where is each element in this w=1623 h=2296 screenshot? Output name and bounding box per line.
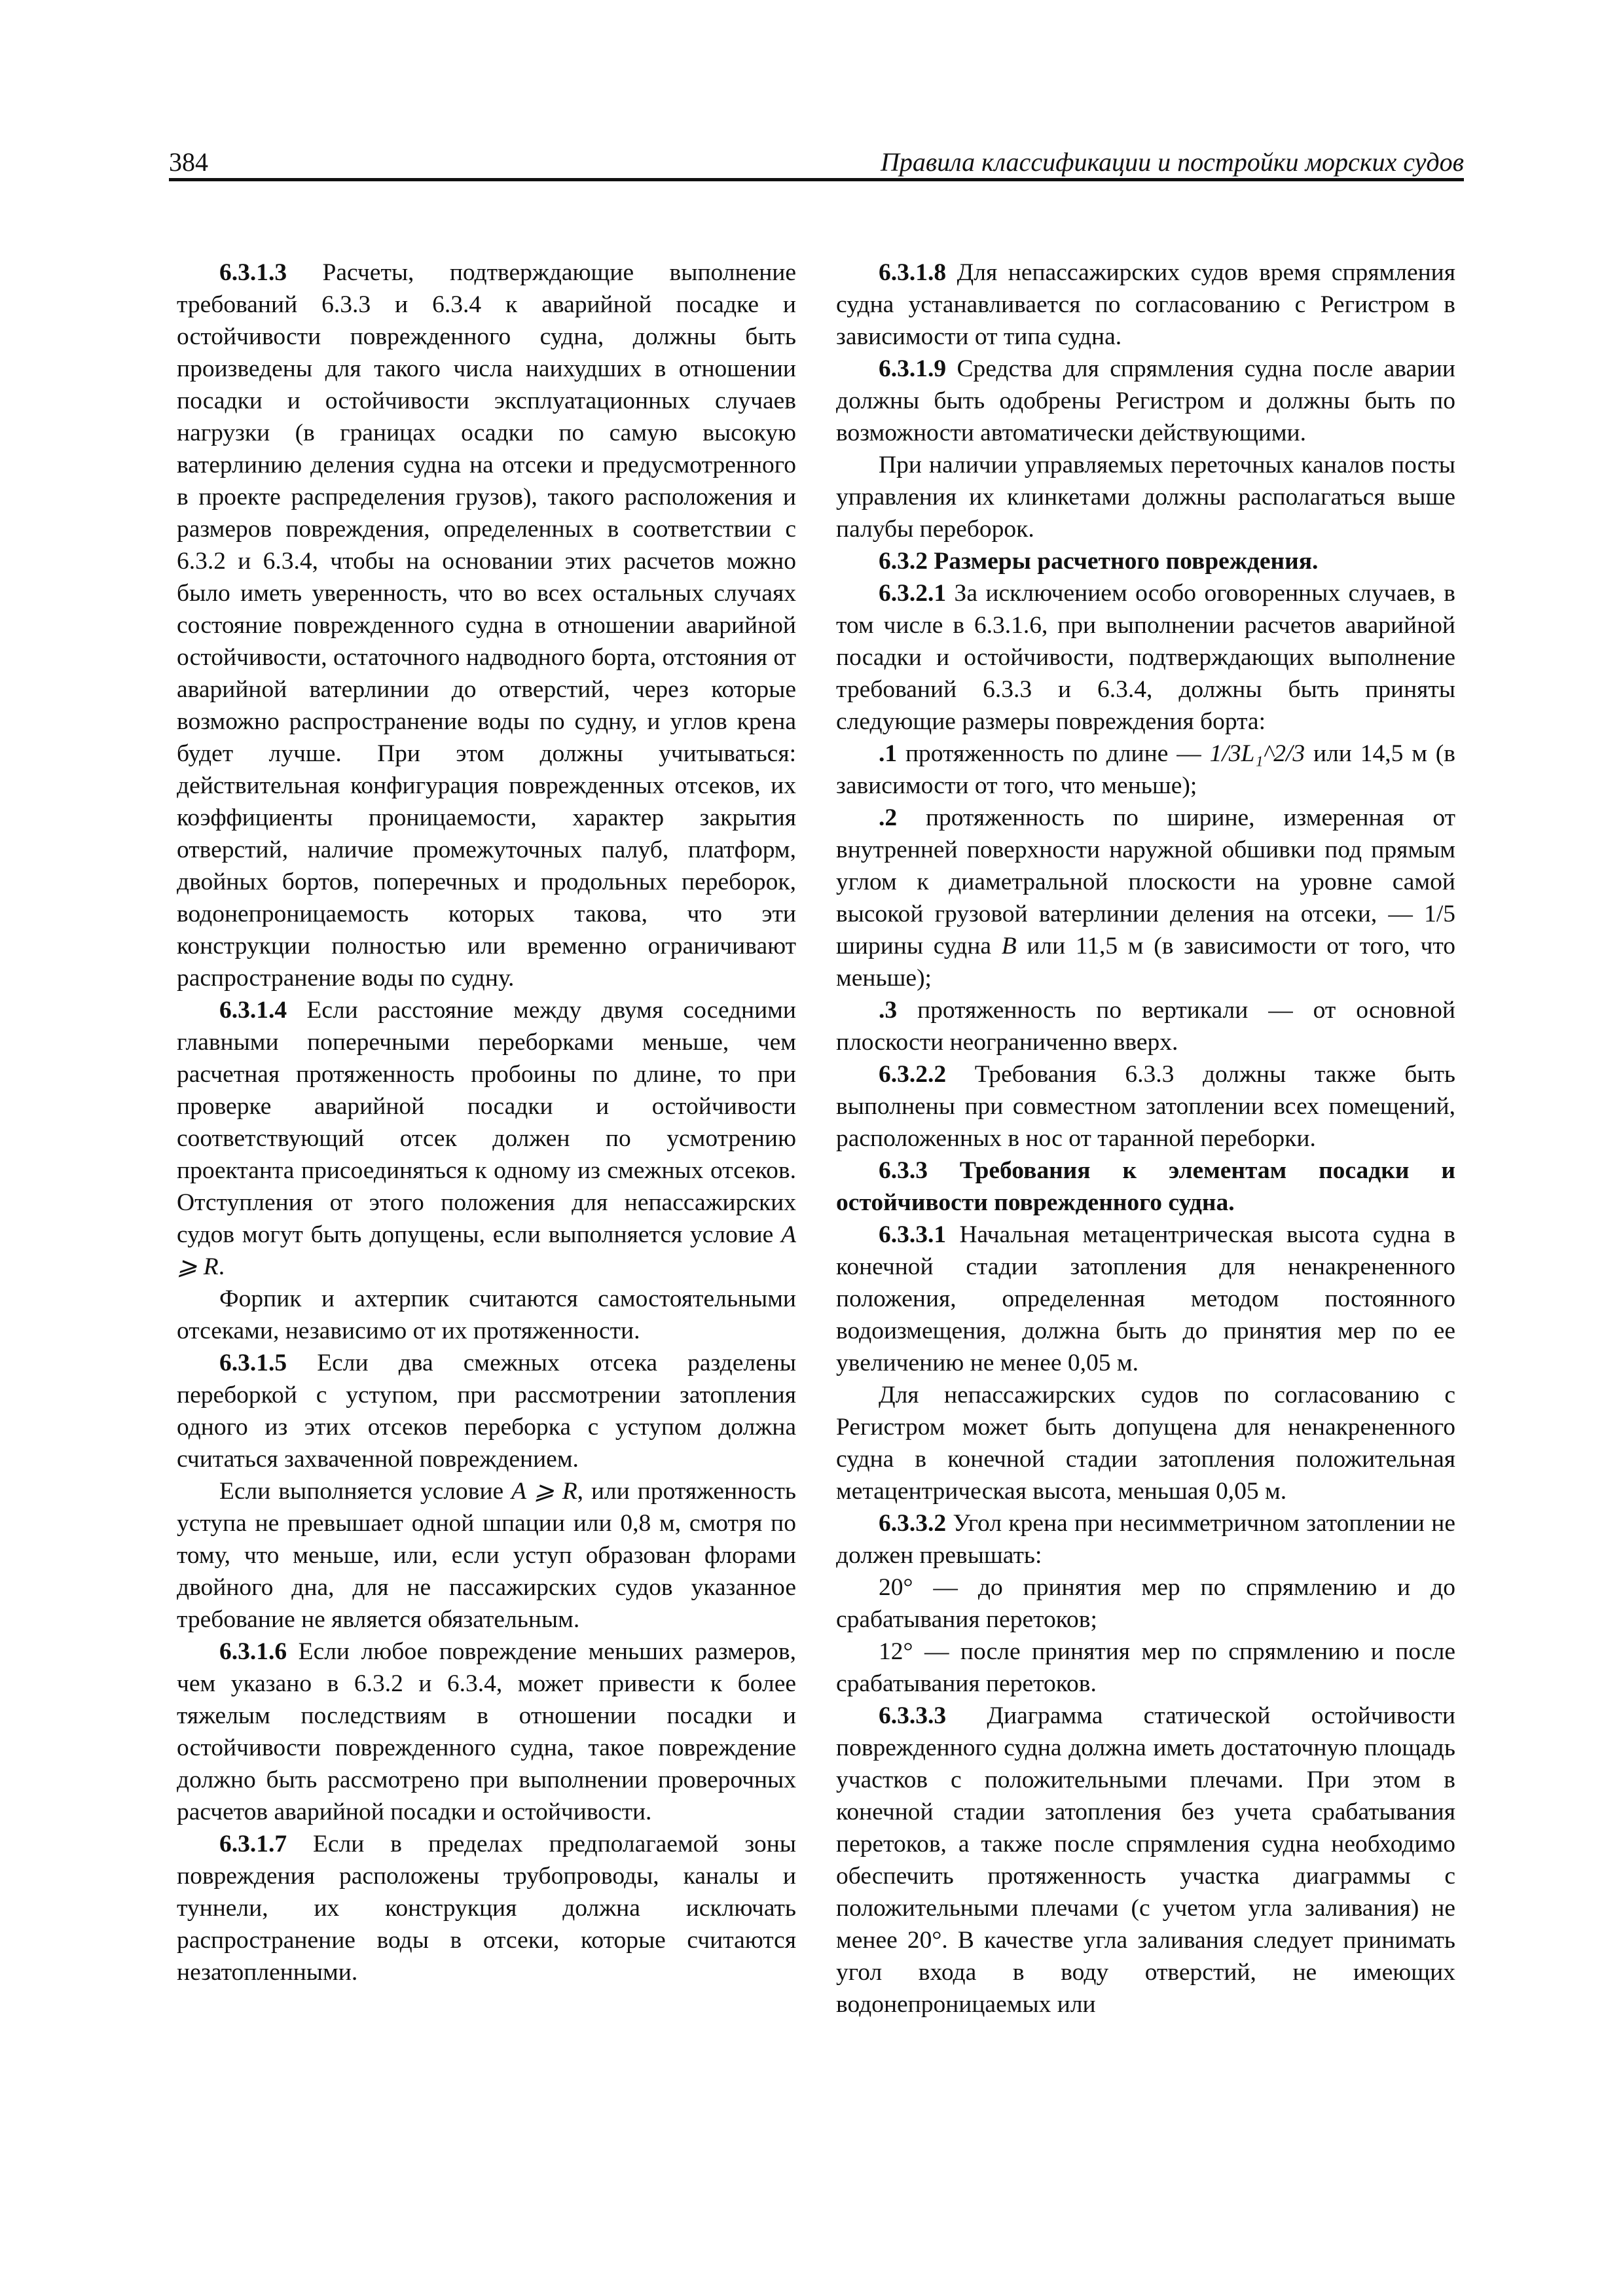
section-heading: 6.3.3 Требования к элементам посадки и остойчивости поврежденного судна. — [836, 1157, 1455, 1216]
paragraph: 6.3.2.1 За исключением особо оговоренных случаев, в том числе в 6.3.1.6, при выполнении расчетов аварийной посадки и остойчивости, подтверждающих выполнение требований 6.3.3 и 6.3.4, должны быть приняты следующие размеры повреждения борта: — [836, 580, 1455, 735]
list-item: .2 протяженность по ширине, измеренная от внутренней поверхности наружной обшивки под прямым углом к диаметральной плоскости на уровне самой высокой грузовой ватерлинии деления на отсеки, — 1/5 ширины судна B или 11,5 м (в зависимости от того, что меньше); — [836, 804, 1455, 992]
paragraph: 6.3.3.3 Диаграмма статической остойчивости поврежденного судна должна иметь достаточную площадь участков с положительными плечами. При этом в конечной стадии затопления без учета срабатывания перетоков, а также после спрямления судна необходимо обеспечить протяженность участка диаграммы с положительными плечами (с учетом угла заливания) не менее 20°. В качестве угла заливания следует принимать угол входа в воду отверстий, не имеющих водонепроницаемых или — [836, 1702, 1455, 2018]
paragraph: 6.3.1.8 Для непассажирских судов время спрямления судна устанавливается по согласованию с Регистром в зависимости от типа судна. — [836, 259, 1455, 350]
paragraph: При наличии управляемых переточных каналов посты управления их клинкетами должны располагаться выше палубы переборок. — [836, 452, 1455, 543]
paragraph: Для непассажирских судов по согласованию с Регистром может быть допущена для ненакрененного судна в конечной стадии затопления положительная метацентрическая высота, меньшая 0,05 м. — [836, 1382, 1455, 1505]
formula: B — [1001, 933, 1017, 960]
formula: A ⩾ R — [511, 1478, 577, 1505]
left-column — [177, 257, 796, 1988]
section-heading: 6.3.2 Размеры расчетного повреждения. — [879, 548, 1319, 575]
paragraph: 6.3.3.1 Начальная метацентрическая высота судна в конечной стадии затопления для ненакрененного положения, определенная методом постоянного водоизмещения, должна быть до принятия мер по ее увеличению не менее 0,05 м. — [836, 1221, 1455, 1376]
paragraph: 12° — после принятия мер по спрямлению и после срабатывания перетоков. — [836, 1638, 1455, 1697]
paragraph: 20° — до принятия мер по спрямлению и до срабатывания перетоков; — [836, 1574, 1455, 1633]
formula: A ⩾ R — [177, 1221, 796, 1280]
paragraph: 6.3.2.2 Требования 6.3.3 должны также быть выполнены при совместном затоплении всех помещений, расположенных в нос от таранной переборки. — [836, 1061, 1455, 1152]
right-column — [836, 257, 1455, 2020]
paragraph: 6.3.1.7 Если в пределах предполагаемой зоны повреждения расположены трубопроводы, каналы и туннели, их конструкция должна исключать распространение воды в отсеки, которые считаются незатопленными. — [177, 1831, 796, 1986]
running-title: Правила классификации и постройки морских судов — [880, 147, 1464, 177]
paragraph: 6.3.1.3 Расчеты, подтверждающие выполнение требований 6.3.3 и 6.3.4 к аварийной посадке и остойчивости поврежденного судна, должны быть произведены для такого числа наихудших в отношении посадки и остойчивости эксплуатационных случаев нагрузки (в границах осадки по самую высокую ватерлинию деления судна на отсеки и предусмотренного в проекте распределения грузов), такого расположения и размеров повреждения, определенных в соответствии с 6.3.2 и 6.3.4, чтобы на основании этих расчетов можно было иметь уверенность, что во всех остальных случаях состояние поврежденного судна в отношении аварийной остойчивости, остаточного надводного борта, отстояния от аварийной ватерлинии до отверстий, через которые возможно распространение воды по судну, и углов крена будет лучше. При этом должны учитываться: действительная конфигурация поврежденных отсеков, их коэффициенты проницаемости, характер закрытия отверстий, наличие промежуточных палуб, платформ, двойных бортов, поперечных и продольных переборок, водонепроницаемость которых такова, что эти конструкции полностью или временно ограничивают распространение воды по судну. — [177, 259, 796, 992]
paragraph: 6.3.1.9 Средства для спрямления судна после аварии должны быть одобрены Регистром и должны быть по возможности автоматически действующими. — [836, 355, 1455, 446]
paragraph: 6.3.1.6 Если любое повреждение меньших размеров, чем указано в 6.3.2 и 6.3.4, может привести к более тяжелым последствиям в отношении посадки и остойчивости поврежденного судна, такое повреждение должно быть рассмотрено при выполнении проверочных расчетов аварийной посадки и остойчивости. — [177, 1638, 796, 1825]
paragraph: 6.3.3.2 Угол крена при несимметричном затоплении не должен превышать: — [836, 1510, 1455, 1569]
formula: 1/3L₁^2/3 — [1209, 740, 1305, 767]
list-item: .1 протяженность по длине — 1/3L₁^2/3 или 14,5 м (в зависимости от того, что меньше); — [836, 740, 1455, 799]
page-number: 384 — [169, 147, 208, 177]
page-header — [169, 143, 1464, 181]
paragraph: 6.3.1.5 Если два смежных отсека разделены переборкой с уступом, при рассмотрении затопления одного из этих отсеков переборка с уступом должна считаться захваченной повреждением. — [177, 1350, 796, 1473]
paragraph: Если выполняется условие A ⩾ R, или протяженность уступа не превышает одной шпации или 0,8 м, смотря по тому, что меньше, или, если уступ образован флорами двойного дна, для не пассажирских судов указанное требование не является обязательным. — [177, 1478, 797, 1633]
list-item: .3 протяженность по вертикали — от основной плоскости неограниченно вверх. — [836, 997, 1455, 1056]
paragraph: Форпик и ахтерпик считаются самостоятельными отсеками, независимо от их протяженности. — [177, 1285, 796, 1344]
paragraph: 6.3.1.4 Если расстояние между двумя соседними главными поперечными переборками меньше, чем расчетная протяженность пробоины по длине, то при проверке аварийной посадки и остойчивости соответствующий отсек должен по усмотрению проектанта присоединяться к одному из смежных отсеков. Отступления от этого положения для непассажирских судов могут быть допущены, если выполняется условие A ⩾ R. — [177, 997, 796, 1280]
